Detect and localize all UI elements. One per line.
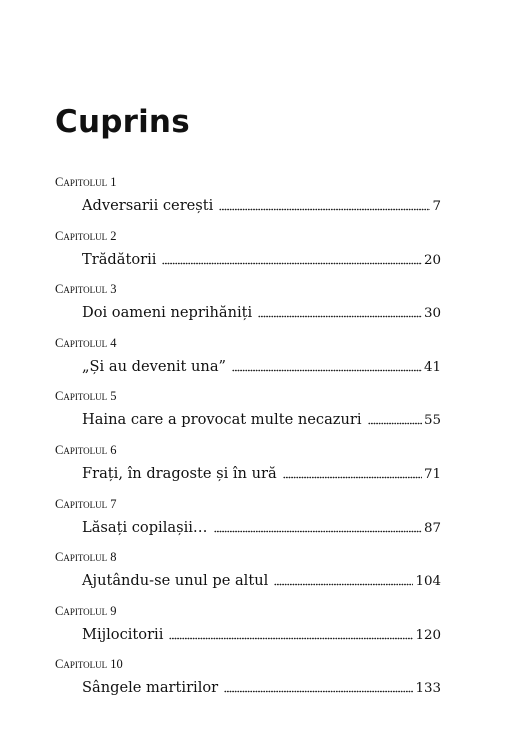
dot-leader [224, 690, 413, 693]
page-number: 104 [415, 574, 441, 590]
chapter-label: Capitolul 7 [55, 496, 117, 511]
chapter-title: Frați, în dragoste și în ură [82, 464, 277, 482]
toc-entry[interactable] [0, 652, 530, 706]
page-title: Cuprins [55, 104, 190, 140]
toc-entry[interactable] [0, 384, 530, 438]
chapter-label: Capitolul 3 [55, 282, 117, 297]
toc-entry-line [82, 249, 441, 271]
toc-entry-line [82, 570, 441, 592]
chapter-label: Capitolul 10 [55, 657, 123, 672]
dot-leader [258, 315, 422, 318]
chapter-label: Capitolul 8 [55, 550, 117, 565]
page-number: 30 [423, 306, 441, 322]
chapter-label: Capitolul 1 [55, 175, 117, 189]
toc-entry-line [82, 517, 441, 539]
toc-entry[interactable] [0, 277, 530, 331]
dot-leader [232, 369, 422, 372]
toc-entry-line [82, 463, 441, 485]
dot-leader [368, 422, 422, 425]
chapter-title: Lăsați copilașii… [82, 518, 208, 536]
chapter-label: Capitolul 9 [55, 603, 117, 618]
dot-leader [169, 637, 413, 640]
toc-entry[interactable] [0, 331, 530, 385]
toc-entry-line [82, 677, 441, 699]
chapter-title: Ajutându-se unul pe altul [82, 572, 269, 590]
toc-entry-line [82, 409, 441, 431]
dot-leader [214, 530, 422, 533]
toc-entry[interactable] [0, 545, 530, 599]
chapter-title: Doi oameni neprihăniți [82, 304, 253, 322]
chapter-title: Sângele martirilor [82, 679, 219, 697]
chapter-label: Capitolul 5 [55, 389, 117, 404]
chapter-label: Capitolul 6 [55, 442, 117, 457]
toc-entry-line [82, 302, 441, 324]
page-number: 87 [423, 520, 441, 536]
chapter-label: Capitolul 2 [55, 228, 117, 243]
chapter-title: Mijlocitorii [82, 625, 164, 643]
chapter-title: Adversarii cerești [82, 197, 214, 214]
toc-entry-line [82, 356, 441, 378]
page-number: 71 [423, 466, 441, 482]
toc-entry[interactable] [0, 438, 530, 492]
dot-leader [274, 583, 413, 586]
chapter-title: Trădătorii [82, 250, 157, 268]
chapter-title: Haina care a provocat multe necazuri [82, 411, 362, 429]
dot-leader [162, 262, 422, 265]
page-number: 55 [423, 413, 441, 429]
toc-entry[interactable] [0, 224, 530, 278]
page-number: 120 [415, 627, 441, 643]
chapter-title: „Și au devenit una” [82, 357, 226, 375]
page-number: 7 [432, 199, 441, 214]
toc-entry-line [82, 624, 441, 646]
page-number: 41 [423, 359, 441, 375]
toc-entry[interactable] [0, 492, 530, 546]
chapter-label: Capitolul 4 [55, 335, 117, 350]
page-number: 133 [415, 681, 441, 697]
toc-entry[interactable] [0, 170, 530, 224]
table-of-contents [0, 170, 530, 706]
dot-leader [219, 208, 430, 211]
dot-leader [283, 476, 422, 479]
page-number: 20 [423, 252, 441, 268]
toc-entry[interactable] [0, 599, 530, 653]
toc-entry-line [82, 195, 441, 217]
